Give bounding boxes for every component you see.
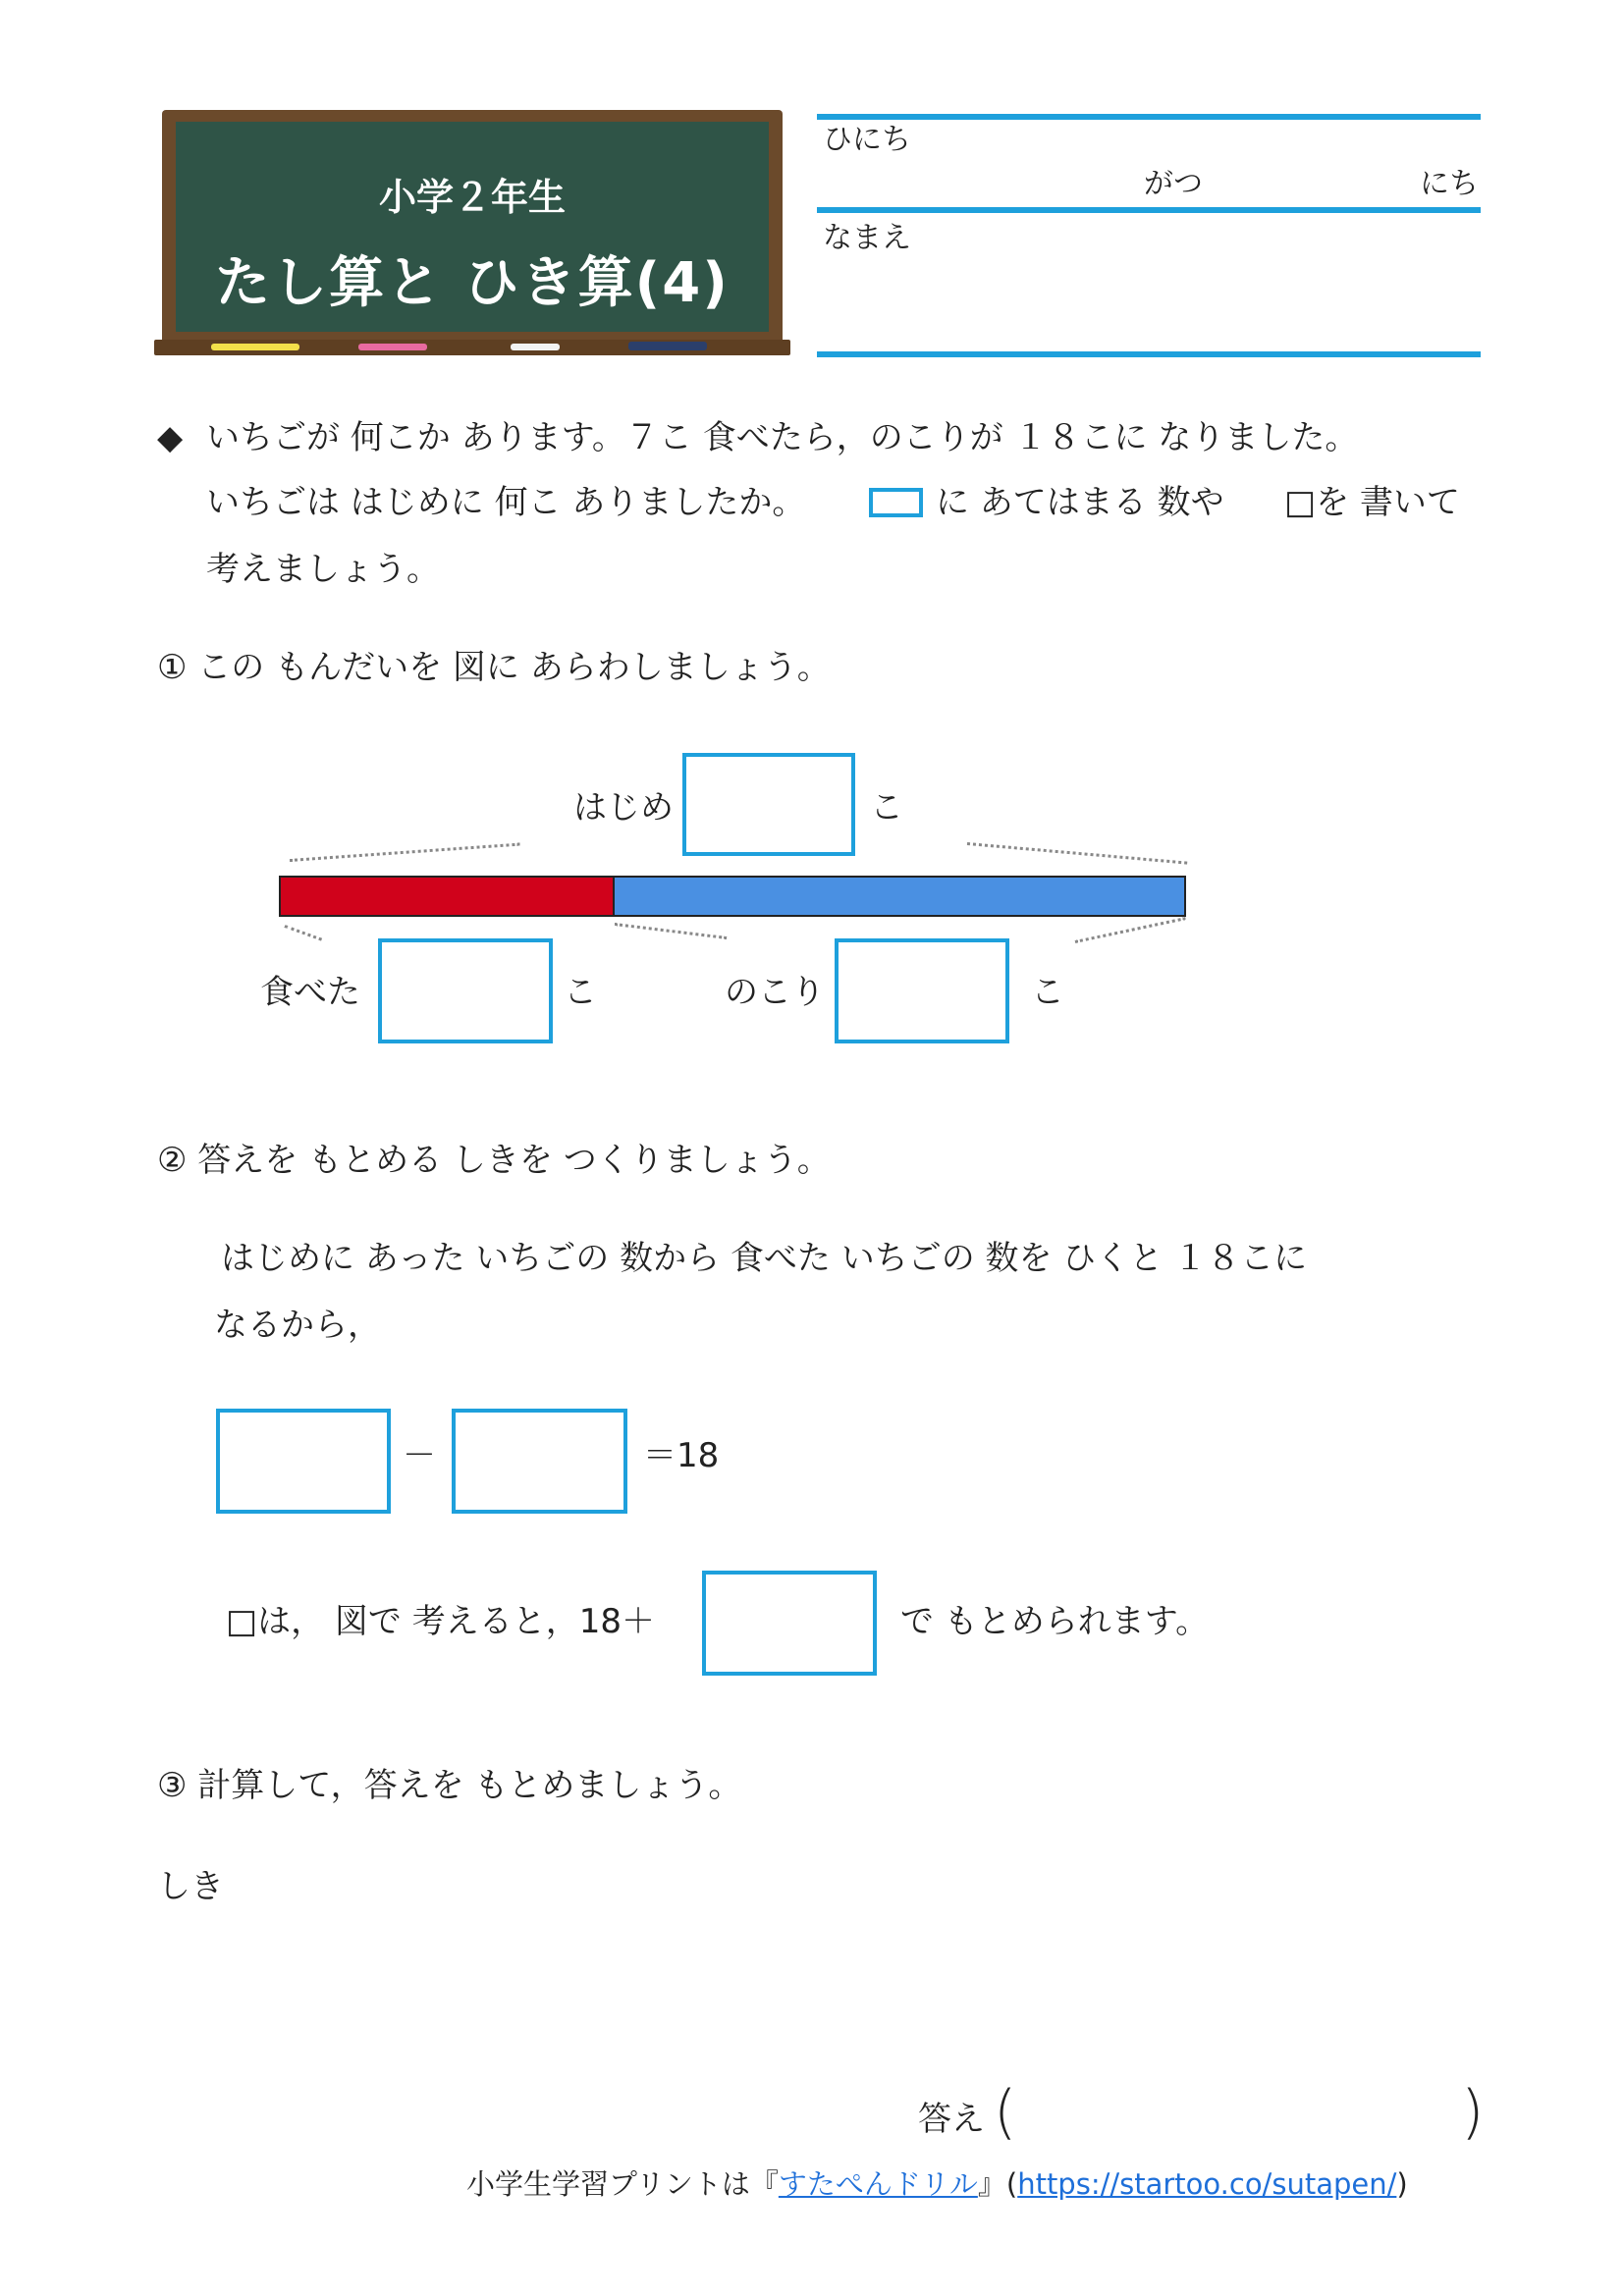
remaining-bar [613,876,1186,917]
brace-remaining-right [1075,917,1186,943]
answer-label: 答え [918,2100,985,2139]
brace-start-right [967,842,1187,865]
eaten-unit: こ [564,973,597,1012]
answer-input[interactable] [1009,2079,1461,2146]
start-count-input[interactable] [682,753,855,856]
question-2-text-2: なるから， [214,1306,381,1345]
question-3-title: ③ 計算して，答えを もとめましょう。 [157,1766,742,1805]
header-rule-bottom [817,351,1481,357]
eaten-count-input[interactable] [378,938,553,1043]
footer-text-b: 』( [977,2167,1018,2201]
brace-remaining-left [615,923,728,939]
brace-start-left [290,843,520,862]
header-rule-top [817,114,1481,120]
answer-paren-close: ) [1461,2078,1485,2147]
start-unit: こ [870,788,903,828]
question-2-title: ② 答えを もとめる しきを つくりましょう。 [157,1141,831,1180]
start-label: はじめ [573,788,674,828]
eaten-bar [279,876,615,917]
remaining-unit: こ [1031,973,1064,1012]
eaten-label: 食べた [260,973,360,1012]
date-label: ひにち [823,123,911,157]
example-answer-box-icon [869,488,923,517]
name-label: なまえ [823,221,911,255]
header-rule-middle [817,207,1481,213]
equation-first-input[interactable] [216,1409,391,1514]
grade-label: 小学２年生 [378,176,566,219]
problem-line-3: 考えましょう。 [206,550,440,589]
worksheet-title: たし算と ひき算(4) [215,251,730,315]
problem-line-1: いちごが 何こか あります。７こ 食べたら，のこりが １８こに なりました。 [206,418,1359,457]
question-1-title: ① この もんだいを 図に あらわしましょう。 [157,648,831,687]
footer-text-a: 小学生学習プリントは『 [466,2167,779,2201]
figure-addend-input[interactable] [702,1571,877,1676]
problem-line-2a: いちごは はじめに 何こ ありましたか。 [206,483,806,522]
white-chalk-icon [511,344,560,350]
problem-line-2c: □を 書いて [1284,483,1460,522]
bullet-icon: ◆ [157,418,184,457]
title-chalkboard [162,110,783,358]
eraser-icon [628,342,707,350]
answer-paren-open: ( [994,2078,1017,2147]
sutapen-url-link[interactable]: https://startoo.co/sutapen/ [1017,2167,1397,2201]
yellow-chalk-icon [211,344,299,350]
footer-text-c: ) [1396,2167,1408,2201]
brace-eaten-left [284,925,322,940]
sutapen-drill-link[interactable]: すたぺんドリル [778,2167,978,2201]
problem-line-2b: に あてはまる 数や [936,483,1224,522]
equals-result: ＝18 [643,1436,720,1475]
figure-sentence-b: で もとめられます。 [900,1602,1210,1641]
figure-sentence-a: □は， 図で 考えると，18＋ [226,1602,656,1641]
month-label: がつ [1144,167,1203,201]
remaining-label: のこり [725,973,825,1012]
equation-second-input[interactable] [452,1409,627,1514]
pink-chalk-icon [358,344,427,350]
expression-label: しき [157,1867,224,1906]
question-2-text-1: はじめに あった いちごの 数から 食べた いちごの 数を ひくと １８こに [221,1239,1308,1278]
footer [466,2167,1408,2201]
minus-sign: － [403,1436,436,1475]
remaining-count-input[interactable] [835,938,1009,1043]
day-label: にち [1420,167,1479,201]
